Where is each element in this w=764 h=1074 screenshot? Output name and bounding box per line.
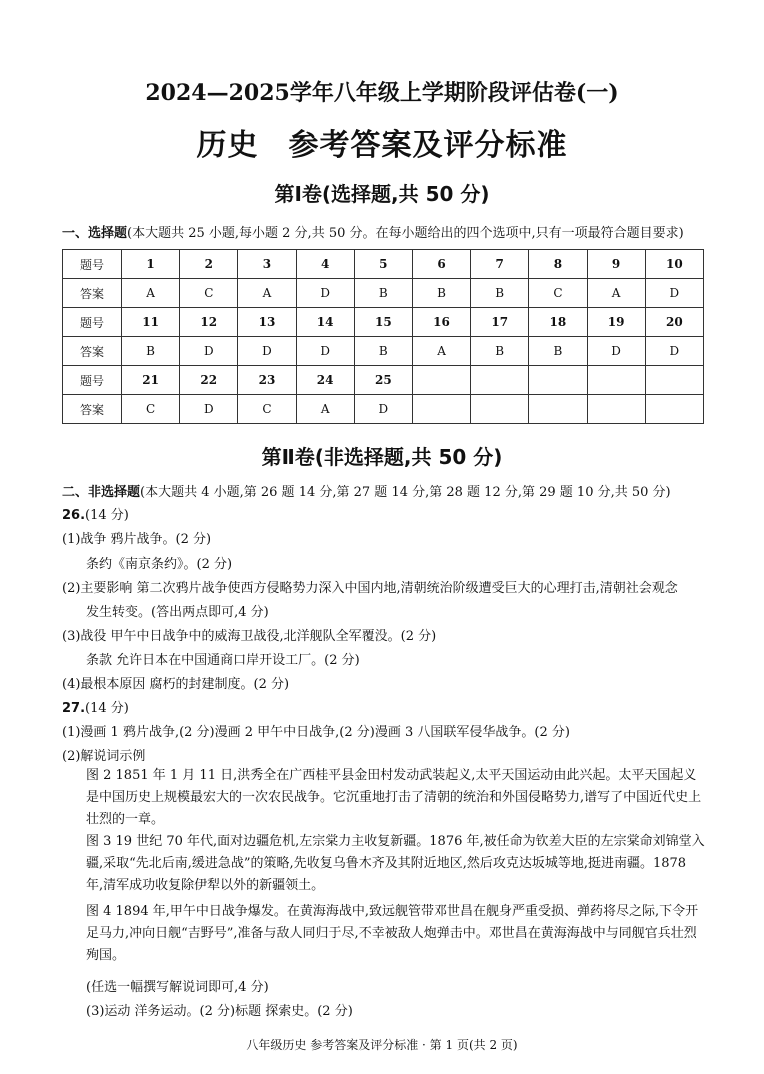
question-number-row (63, 366, 704, 395)
question-number-cell: 16 (412, 308, 470, 337)
question-number-cell: 9 (587, 250, 645, 279)
subject-subtitle: 参考答案及评分标准 (288, 128, 568, 163)
question-number-cell: 8 (529, 250, 587, 279)
answer-cell: D (296, 337, 354, 366)
question-number-cell: 5 (354, 250, 412, 279)
q26-line: (4)最根本原因 腐朽的封建制度。(2 分) (62, 677, 290, 692)
answer-cell (587, 395, 645, 424)
question-number-cell: 21 (122, 366, 180, 395)
answer-cell (412, 395, 470, 424)
question-number-cell (412, 366, 470, 395)
answer-table (62, 249, 704, 424)
answer-cell: D (180, 337, 238, 366)
q26-line: 条款 允许日本在中国通商口岸开设工厂。(2 分) (86, 653, 360, 668)
q26-line: 发生转变。(答出两点即可,4 分) (86, 605, 269, 620)
answer-cell: D (354, 395, 412, 424)
answer-cell (645, 395, 703, 424)
answer-cell: D (587, 337, 645, 366)
q27-line: (2)解说词示例 (62, 749, 146, 764)
question-number-cell: 3 (238, 250, 296, 279)
answer-cell: C (238, 395, 296, 424)
answer-cell: C (180, 279, 238, 308)
q26-number: 26. (62, 508, 86, 523)
question-number-cell: 18 (529, 308, 587, 337)
answer-cell: A (238, 279, 296, 308)
q27-figure2-caption: 图 2 1851 年 1 月 11 日,洪秀全在广西桂平县金田村发动武装起义,太平天国运动由此兴起。太平天国起义是中国历史上规模最宏大的一次农民战争。它沉重地打击了清朝的统治和外国侵略势力,谱写了中国近代史上壮烈的一章。 (86, 768, 702, 827)
answer-cell: D (645, 279, 703, 308)
exam-title: 2024—2025学年八年级上学期阶段评估卷(一) (145, 80, 619, 106)
part2-instruction-label: 二、非选择题 (62, 485, 141, 500)
answer-cell: B (354, 337, 412, 366)
part1-instruction-text: (本大题共 25 小题,每小题 2 分,共 50 分。在每小题给出的四个选项中,只有一项最符合题目要求) (127, 226, 684, 241)
answer-cell: D (645, 337, 703, 366)
answer-cell: A (122, 279, 180, 308)
answer-row (63, 279, 704, 308)
question-number-cell: 1 (122, 250, 180, 279)
q26-line: (3)战役 甲午中日战争中的威海卫战役,北洋舰队全军覆没。(2 分) (62, 629, 437, 644)
row-label-answer: 答案 (63, 279, 122, 308)
answer-cell: C (529, 279, 587, 308)
question-number-row (63, 308, 704, 337)
q26-score: (14 分) (85, 508, 129, 523)
answer-cell: D (180, 395, 238, 424)
question-number-cell: 13 (238, 308, 296, 337)
row-label-number: 题号 (63, 308, 122, 337)
q26-line: 条约《南京条约》。(2 分) (86, 557, 233, 572)
question-number-cell: 24 (296, 366, 354, 395)
question-number-cell: 10 (645, 250, 703, 279)
question-number-cell: 12 (180, 308, 238, 337)
question-number-cell (587, 366, 645, 395)
q27-figure3-caption: 图 3 19 世纪 70 年代,面对边疆危机,左宗棠力主收复新疆。1876 年,被任命为钦差大臣的左宗棠命刘锦堂入疆,采取“先北后南,缓进急战”的策略,先收复乌鲁木齐及其附近地区,然后攻克达坂城等地,挺进南疆。1878 年,清军成功收复除伊犁以外的新疆领土。 (86, 834, 705, 893)
subject-name: 历史 (196, 128, 259, 163)
page-footer: 八年级历史 参考答案及评分标准 · 第 1 页(共 2 页) (246, 1038, 518, 1052)
question-number-cell: 4 (296, 250, 354, 279)
question-number-cell (645, 366, 703, 395)
part1-instruction (62, 222, 684, 241)
answer-cell: B (471, 337, 529, 366)
question-number-cell: 23 (238, 366, 296, 395)
question-number-cell: 6 (412, 250, 470, 279)
part2-instruction (62, 481, 671, 500)
q27-number: 27. (62, 701, 86, 716)
question-number-cell: 25 (354, 366, 412, 395)
answer-cell (471, 395, 529, 424)
part2-instruction-text: (本大题共 4 小题,第 26 题 14 分,第 27 题 14 分,第 28 题 12 分,第 29 题 10 分,共 50 分) (140, 485, 671, 500)
row-label-answer: 答案 (63, 395, 122, 424)
question-number-cell: 15 (354, 308, 412, 337)
question-number-cell: 17 (471, 308, 529, 337)
q27-line: (3)运动 洋务运动。(2 分)标题 探索史。(2 分) (86, 1004, 353, 1019)
part2-heading: 第Ⅱ卷(非选择题,共 50 分) (261, 445, 503, 469)
q27-header (62, 697, 129, 716)
part1-heading: 第Ⅰ卷(选择题,共 50 分) (274, 182, 490, 206)
question-number-cell: 20 (645, 308, 703, 337)
answer-cell: B (412, 279, 470, 308)
question-number-cell (471, 366, 529, 395)
question-number-cell (529, 366, 587, 395)
question-number-row (63, 250, 704, 279)
answer-cell: D (296, 279, 354, 308)
answer-cell: C (122, 395, 180, 424)
q27-figure4-caption: 图 4 1894 年,甲午中日战争爆发。在黄海海战中,致远舰管带邓世昌在舰身严重受损、弹药将尽之际,下令开足马力,冲向日舰“吉野号”,准备与敌人同归于尽,不幸被敌人炮弹击中。邓世昌在黄海海战中与同舰官兵壮烈殉国。 (86, 904, 699, 963)
row-label-number: 题号 (63, 366, 122, 395)
answer-cell: B (471, 279, 529, 308)
question-number-cell: 22 (180, 366, 238, 395)
q26-line: (2)主要影响 第二次鸦片战争使西方侵略势力深入中国内地,清朝统治阶级遭受巨大的心理打击,清朝社会观念 (62, 581, 678, 596)
part1-instruction-label: 一、选择题 (62, 226, 128, 241)
question-number-cell: 11 (122, 308, 180, 337)
q26-header (62, 504, 129, 523)
question-number-cell: 19 (587, 308, 645, 337)
answer-cell (529, 395, 587, 424)
answer-cell: D (238, 337, 296, 366)
question-number-cell: 14 (296, 308, 354, 337)
answer-cell: A (412, 337, 470, 366)
subject-title (0, 120, 764, 164)
answer-cell: A (587, 279, 645, 308)
answer-cell: B (529, 337, 587, 366)
q27-score: (14 分) (85, 701, 129, 716)
row-label-number: 题号 (63, 250, 122, 279)
q26-line: (1)战争 鸦片战争。(2 分) (62, 532, 212, 547)
answer-row (63, 395, 704, 424)
question-number-cell: 2 (180, 250, 238, 279)
answer-row (63, 337, 704, 366)
answer-cell: B (122, 337, 180, 366)
answer-cell: A (296, 395, 354, 424)
q27-note: (任选一幅撰写解说词即可,4 分) (86, 980, 269, 995)
answer-cell: B (354, 279, 412, 308)
question-number-cell: 7 (471, 250, 529, 279)
row-label-answer: 答案 (63, 337, 122, 366)
q27-line: (1)漫画 1 鸦片战争,(2 分)漫画 2 甲午中日战争,(2 分)漫画 3 八国联军侵华战争。(2 分) (62, 725, 570, 740)
